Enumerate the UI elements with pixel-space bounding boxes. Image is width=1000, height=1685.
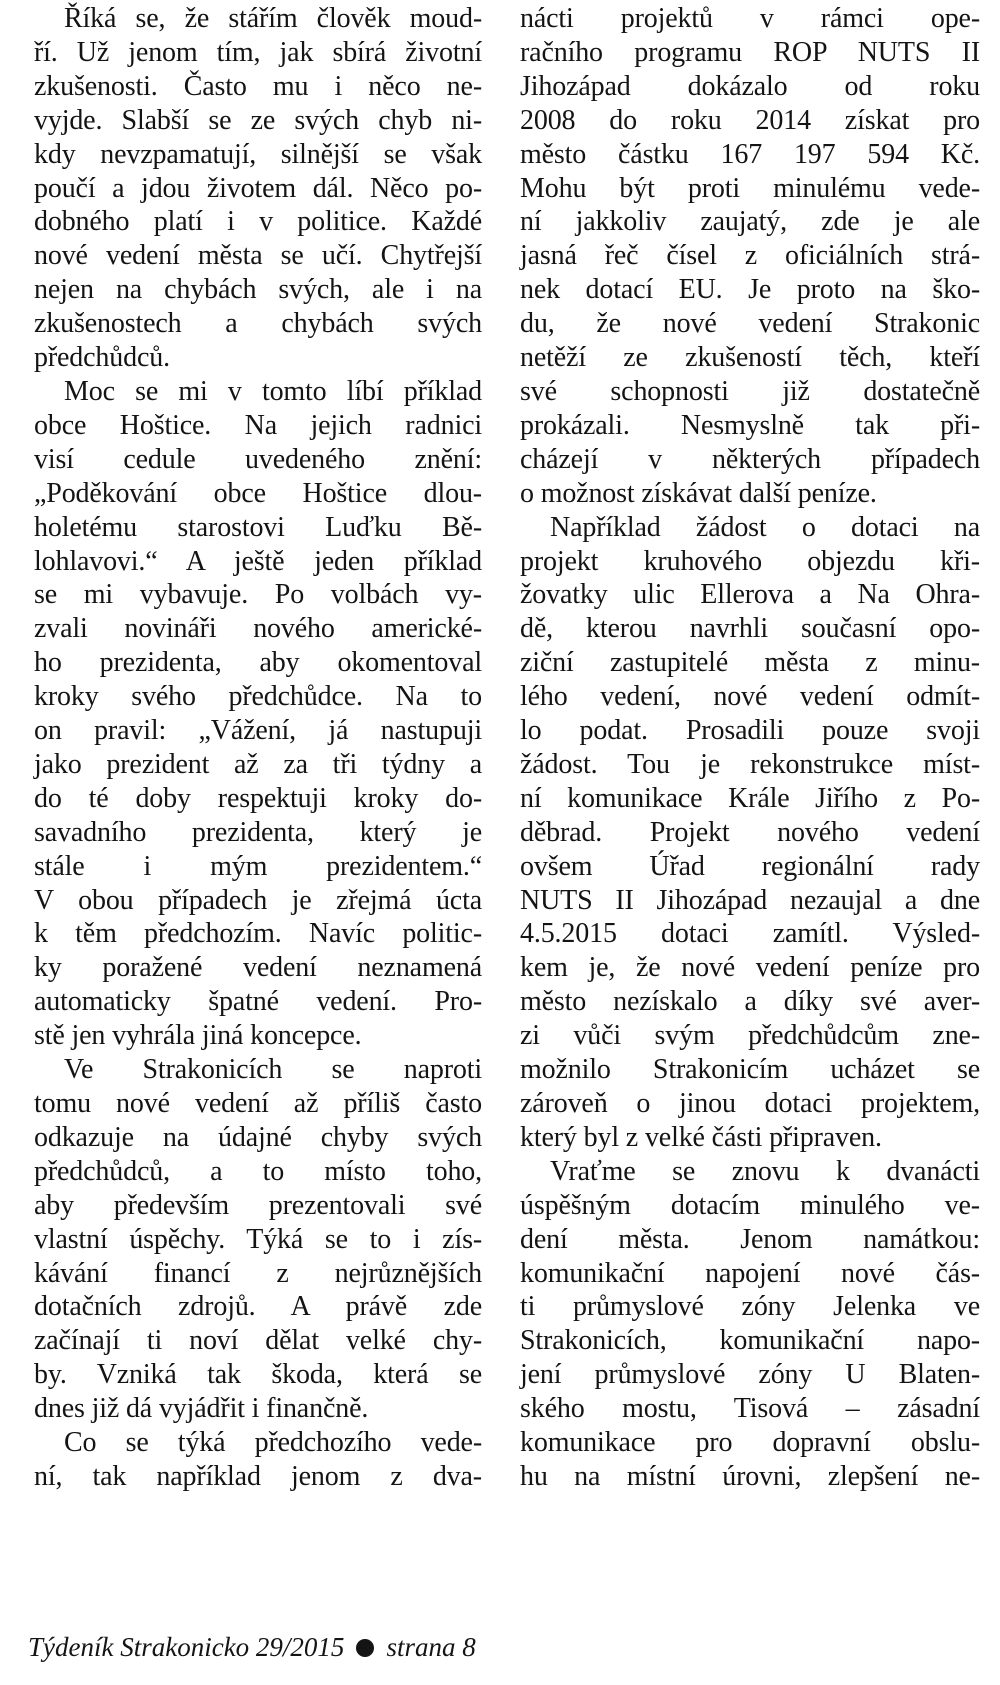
text-line: začínají ti noví dělat velké chy- — [34, 1325, 482, 1357]
text-line: jasná řeč čísel z oficiálních strá- — [520, 240, 980, 272]
text-line: komunikace pro dopravní obslu- — [520, 1427, 980, 1459]
text-line: město částku 167 197 594 Kč. — [520, 138, 980, 170]
text-line: savadního prezidenta, který je — [34, 816, 482, 848]
text-line: tomu nové vedení až příliš často — [34, 1088, 482, 1119]
text-line: děbrad. Projekt nového vedení — [520, 816, 980, 848]
text-line: kem je, že nové vedení peníze pro — [520, 952, 980, 984]
text-line: stále i mým prezidentem.“ — [34, 850, 482, 882]
text-line: žovatky ulic Ellerova a Na Ohra- — [520, 579, 980, 611]
text-line: Co se týká předchozího vede- — [64, 1427, 482, 1459]
footer-publication: Týdeník Strakonicko 29/2015 — [28, 1632, 345, 1662]
right-column — [520, 2, 980, 1494]
text-line: Říká se, že stářím člověk moud- — [64, 3, 482, 34]
text-line: ziční zastupitelé města z minu- — [520, 647, 980, 679]
text-line: zkušenostech a chybách svých — [34, 308, 482, 340]
text-line: kroky svého předchůdce. Na to — [34, 681, 482, 713]
text-line: hu na místní úrovni, zlepšení ne- — [520, 1460, 980, 1492]
paragraph — [520, 511, 980, 1155]
text-line: se mi vybavuje. Po volbách vy- — [34, 579, 482, 611]
text-line: du, že nové vedení Strakonic — [520, 308, 980, 340]
text-line: odkazuje na údajné chyby svých — [34, 1121, 482, 1153]
text-line: Mohu být proti minulému vede- — [520, 172, 980, 204]
text-line: Vraťme se znovu k dvanácti — [550, 1155, 980, 1187]
text-line: visí cedule uvedeného znění: — [34, 443, 482, 475]
text-line: dotačních zdrojů. A právě zde — [34, 1291, 482, 1323]
text-line: ní komunikace Krále Jiřího z Po- — [520, 782, 980, 814]
text-line: by. Vzniká tak škoda, která se — [34, 1359, 482, 1391]
text-line: město nezískalo a díky své aver- — [520, 986, 980, 1018]
paragraph — [34, 2, 482, 375]
text-line: „Poděkování obce Hoštice dlou- — [34, 477, 482, 509]
text-line: netěží ze zkušeností těch, kteří — [520, 342, 980, 374]
paragraph — [520, 1155, 980, 1494]
text-line: poučí a jdou životem dál. Něco po- — [34, 172, 482, 204]
text-line: k těm předchozím. Navíc politic- — [34, 918, 482, 950]
text-line: komunikační napojení nové čás- — [520, 1257, 980, 1289]
text-line: zi vůči svým předchůdcům zne- — [520, 1020, 980, 1052]
paragraph — [34, 1053, 482, 1426]
text-line: lohlavovi.“ A ještě jeden příklad — [34, 545, 482, 577]
text-line: dení města. Jenom namátkou: — [520, 1223, 980, 1255]
column-gutter — [500, 0, 501, 1600]
text-line: dě, kterou navrhli současní opo- — [520, 613, 980, 645]
text-line: předchůdců, a to místo toho, — [34, 1155, 482, 1187]
text-line: projekt kruhového objezdu kři- — [520, 545, 980, 577]
text-line: automaticky špatné vedení. Pro- — [34, 986, 482, 1018]
text-line: nové vedení města se učí. Chytřejší — [34, 240, 482, 272]
text-line: zvali novináři nového americké- — [34, 613, 482, 645]
text-line: NUTS II Jihozápad nezaujal a dne — [520, 884, 980, 916]
text-line: stě jen vyhrála jiná koncepce. — [34, 1020, 362, 1052]
text-line: dobného platí i v politice. Každé — [34, 206, 482, 238]
text-line: nácti projektů v rámci ope- — [520, 3, 980, 34]
text-line: lého vedení, nové vedení odmít- — [520, 681, 980, 713]
page-footer — [28, 1632, 476, 1663]
text-line: Strakonicích, komunikační napo- — [520, 1325, 980, 1357]
text-line: prokázali. Nesmyslně tak při- — [520, 409, 980, 441]
text-line: vyjde. Slabší se ze svých chyb ni- — [34, 104, 482, 136]
footer-page-label: strana 8 — [386, 1632, 476, 1662]
text-line: zároveň o jinou dotaci projektem, — [520, 1088, 980, 1119]
paragraph — [34, 1426, 482, 1494]
text-line: ovšem Úřad regionální rady — [520, 850, 980, 882]
text-line: ho prezidenta, aby okomentoval — [34, 647, 482, 679]
bullet-icon — [356, 1639, 374, 1657]
text-line: jako prezident až za tři týdny a — [34, 748, 482, 780]
text-line: žádost. Tou je rekonstrukce míst- — [520, 748, 980, 780]
text-line: V obou případech je zřejmá úcta — [34, 884, 482, 916]
text-line: nek dotací EU. Je proto na ško- — [520, 274, 980, 306]
text-line: úspěšným dotacím minulého ve- — [520, 1189, 980, 1221]
text-line: Jihozápad dokázalo od roku — [520, 70, 980, 102]
text-line: své schopnosti již dostatečně — [520, 375, 980, 407]
text-line: račního programu ROP NUTS II — [520, 36, 980, 68]
text-line: ní jakkoliv zaujatý, zde je ale — [520, 206, 980, 238]
text-line: kávání financí z nejrůznějších — [34, 1257, 482, 1289]
text-line: holetému starostovi Luďku Bě- — [34, 511, 482, 543]
text-line: cházejí v některých případech — [520, 443, 980, 475]
text-line: lo podat. Prosadili pouze svoji — [520, 715, 980, 747]
text-line: Ve Strakonicích se naproti — [64, 1054, 482, 1086]
paragraph — [520, 2, 980, 511]
text-line: který byl z velké části připraven. — [520, 1121, 882, 1153]
left-column — [34, 2, 482, 1494]
text-line: ského mostu, Tisová – zásadní — [520, 1393, 980, 1425]
text-line: kdy nevzpamatují, silnější se však — [34, 138, 482, 170]
text-line: ky poražené vedení neznamená — [34, 952, 482, 984]
text-line: Moc se mi v tomto líbí příklad — [64, 375, 482, 407]
text-line: možnilo Strakonicím ucházet se — [520, 1054, 980, 1086]
text-line: ří. Už jenom tím, jak sbírá životní — [34, 36, 482, 68]
text-line: 2008 do roku 2014 získat pro — [520, 104, 980, 136]
text-line: Například žádost o dotaci na — [550, 511, 980, 543]
text-line: nejen na chybách svých, ale i na — [34, 274, 482, 306]
text-line: aby především prezentovali své — [34, 1189, 482, 1221]
text-line: ti průmyslové zóny Jelenka ve — [520, 1291, 980, 1323]
text-line: jení průmyslové zóny U Blaten- — [520, 1359, 980, 1391]
text-line: obce Hoštice. Na jejich radnici — [34, 409, 482, 441]
text-line: do té doby respektuji kroky do- — [34, 782, 482, 814]
text-line: vlastní úspěchy. Týká se to i zís- — [34, 1223, 482, 1255]
text-line: dnes již dá vyjádřit i finančně. — [34, 1393, 369, 1425]
text-line: o možnost získávat další peníze. — [520, 477, 877, 509]
text-line: předchůdců. — [34, 342, 170, 374]
paragraph — [34, 375, 482, 1053]
text-line: zkušenosti. Často mu i něco ne- — [34, 70, 482, 102]
text-line: on pravil: „Vážení, já nastupuji — [34, 715, 482, 747]
text-line: 4.5.2015 dotaci zamítl. Výsled- — [520, 918, 980, 950]
text-line: ní, tak například jenom z dva- — [34, 1460, 482, 1492]
